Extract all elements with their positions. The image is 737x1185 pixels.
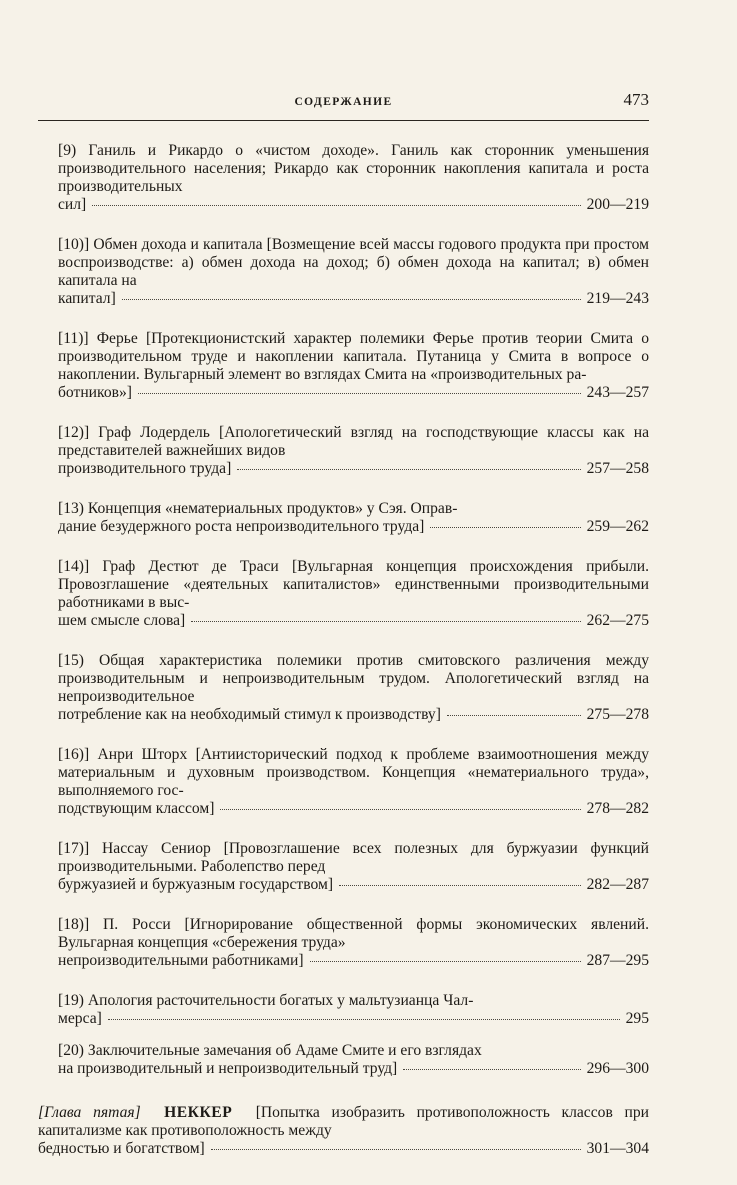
toc-entry-pages: 259—262 [586,518,649,535]
toc-entry-text-end: мерса] [58,1010,102,1027]
chapter-pages: 301—304 [586,1140,649,1157]
dot-leader [447,715,581,716]
running-header [38,86,649,121]
dot-leader [430,527,580,528]
toc-entry-text: [12)] Граф Лодердель [Апологетический взгляд на господствующие классы как на представителей важнейших видов [58,424,649,459]
toc-entry-pages: 278—282 [586,800,649,817]
dot-leader [191,621,580,622]
toc-entry-text: [13) Концепция «нематериальных продуктов» у Сэя. Оправ- [58,500,458,517]
chapter-label: [Глава пятая] [38,1104,141,1121]
toc-entry-text: [10)] Обмен дохода и капитала [Возмещение всей массы годового продукта при простом воспроизводстве: а) обмен дохода на доход; б) обмен дохода на капитал; в) обмен капитала на [58,236,649,289]
toc-entry-text-end: на производительный и непроизводительный труд] [58,1060,398,1077]
toc-entry [58,330,649,402]
toc-entry [58,992,649,1028]
toc-entry [58,1042,649,1078]
toc-entry [58,558,649,630]
toc-entry [58,746,649,818]
toc-entry-text-end: дание безудержного роста непроизводительного труда] [58,518,425,535]
toc-entry-pages: 257—258 [586,460,649,477]
dot-leader [339,885,581,886]
toc-entry-pages: 282—287 [586,876,649,893]
toc-entry-text: [16)] Анри Шторх [Антиисторический подход к проблеме взаимоотношения между материальным и духовным производством. Концепция «нематериального труда», выполняемого гос- [58,746,649,799]
toc-entry-pages: 243—257 [586,384,649,401]
dot-leader [92,205,580,206]
toc-entry-text-end: потребление как на необходимый стимул к производству] [58,706,441,723]
toc-entry-pages: 296—300 [586,1060,649,1077]
toc-entry-text-end: буржуазией и буржуазным государством] [58,876,334,893]
toc-entry-text-end: непроизводительными работниками] [58,952,304,969]
toc-entry-text-end: подствующим классом] [58,800,215,817]
toc-entry-text: [15) Общая характеристика полемики против смитовского различения между производительным и непроизводительным трудом. Апологетический взгляд на непроизводительное [58,652,649,705]
toc-entry-text: [19) Апология расточительности богатых у мальтузианца Чал- [58,992,474,1009]
toc-entry-text: [14)] Граф Дестют де Траси [Вульгарная концепция происхождения прибыли. Провозглашение «деятельных капиталистов» единственными производительными работниками в выс- [58,558,649,611]
toc-chapter-entry [38,1104,649,1158]
toc-entry [58,236,649,308]
dot-leader [403,1069,580,1070]
toc-entry-pages: 219—243 [586,290,649,307]
dot-leader [211,1149,581,1150]
toc-entry-text-end: производительного труда] [58,460,232,477]
toc-entry-text-end: шем смысле слова] [58,612,186,629]
toc-entry-text: [17)] Нассау Сениор [Провозглашение всех полезных для буржуазии функций производительными. Раболепство перед [58,840,649,875]
running-title: СОДЕРЖАНИЕ [294,96,393,108]
toc-entry [58,424,649,478]
chapter-text-end: бедностью и богатством] [38,1140,205,1157]
toc-entry-text: [9) Ганиль и Рикардо о «чистом доходе». Ганиль как сторонник уменьшения производительного населения; Рикардо как сторонник накопления капитала и роста производительных [58,142,649,195]
toc-entry [58,142,649,214]
toc-entry-pages: 200—219 [586,196,649,213]
dot-leader [237,469,580,470]
toc-entry [58,916,649,970]
toc-entry [58,652,649,724]
dot-leader [108,1019,620,1020]
toc-entry-text: [20) Заключительные замечания об Адаме Смите и его взглядах [58,1042,482,1059]
dot-leader [220,809,580,810]
toc-list [38,142,650,1180]
dot-leader [122,299,581,300]
toc-entry-pages: 287—295 [586,952,649,969]
chapter-name: НЕККЕР [164,1104,233,1121]
dot-leader [310,961,581,962]
toc-entry-pages: 275—278 [586,706,649,723]
toc-entry-text-end: сил] [58,196,87,213]
toc-entry [58,840,649,894]
toc-entry-text-end: ботников»] [58,384,132,401]
toc-entry [58,500,649,536]
toc-entry-text: [11)] Ферье [Протекционистский характер полемики Ферье против теории Смита о производительном труде и накоплении капитала. Путаница у Смита в вопросе о накоплении. Вульгарный элемент во взглядах Смита на «производительных ра- [58,330,649,383]
toc-entry-pages: 295 [625,1010,649,1027]
page-number: 473 [623,90,649,109]
dot-leader [138,393,581,394]
chapter-text: [Попытка изобразить противоположность классов при капитализме как противоположность между [38,1104,650,1139]
toc-entry-text: [18)] П. Росси [Игнорирование общественной формы экономических явлений. Вульгарная концепция «сбережения труда» [58,916,649,951]
toc-entry-pages: 262—275 [586,612,649,629]
toc-entry-text-end: капитал] [58,290,116,307]
